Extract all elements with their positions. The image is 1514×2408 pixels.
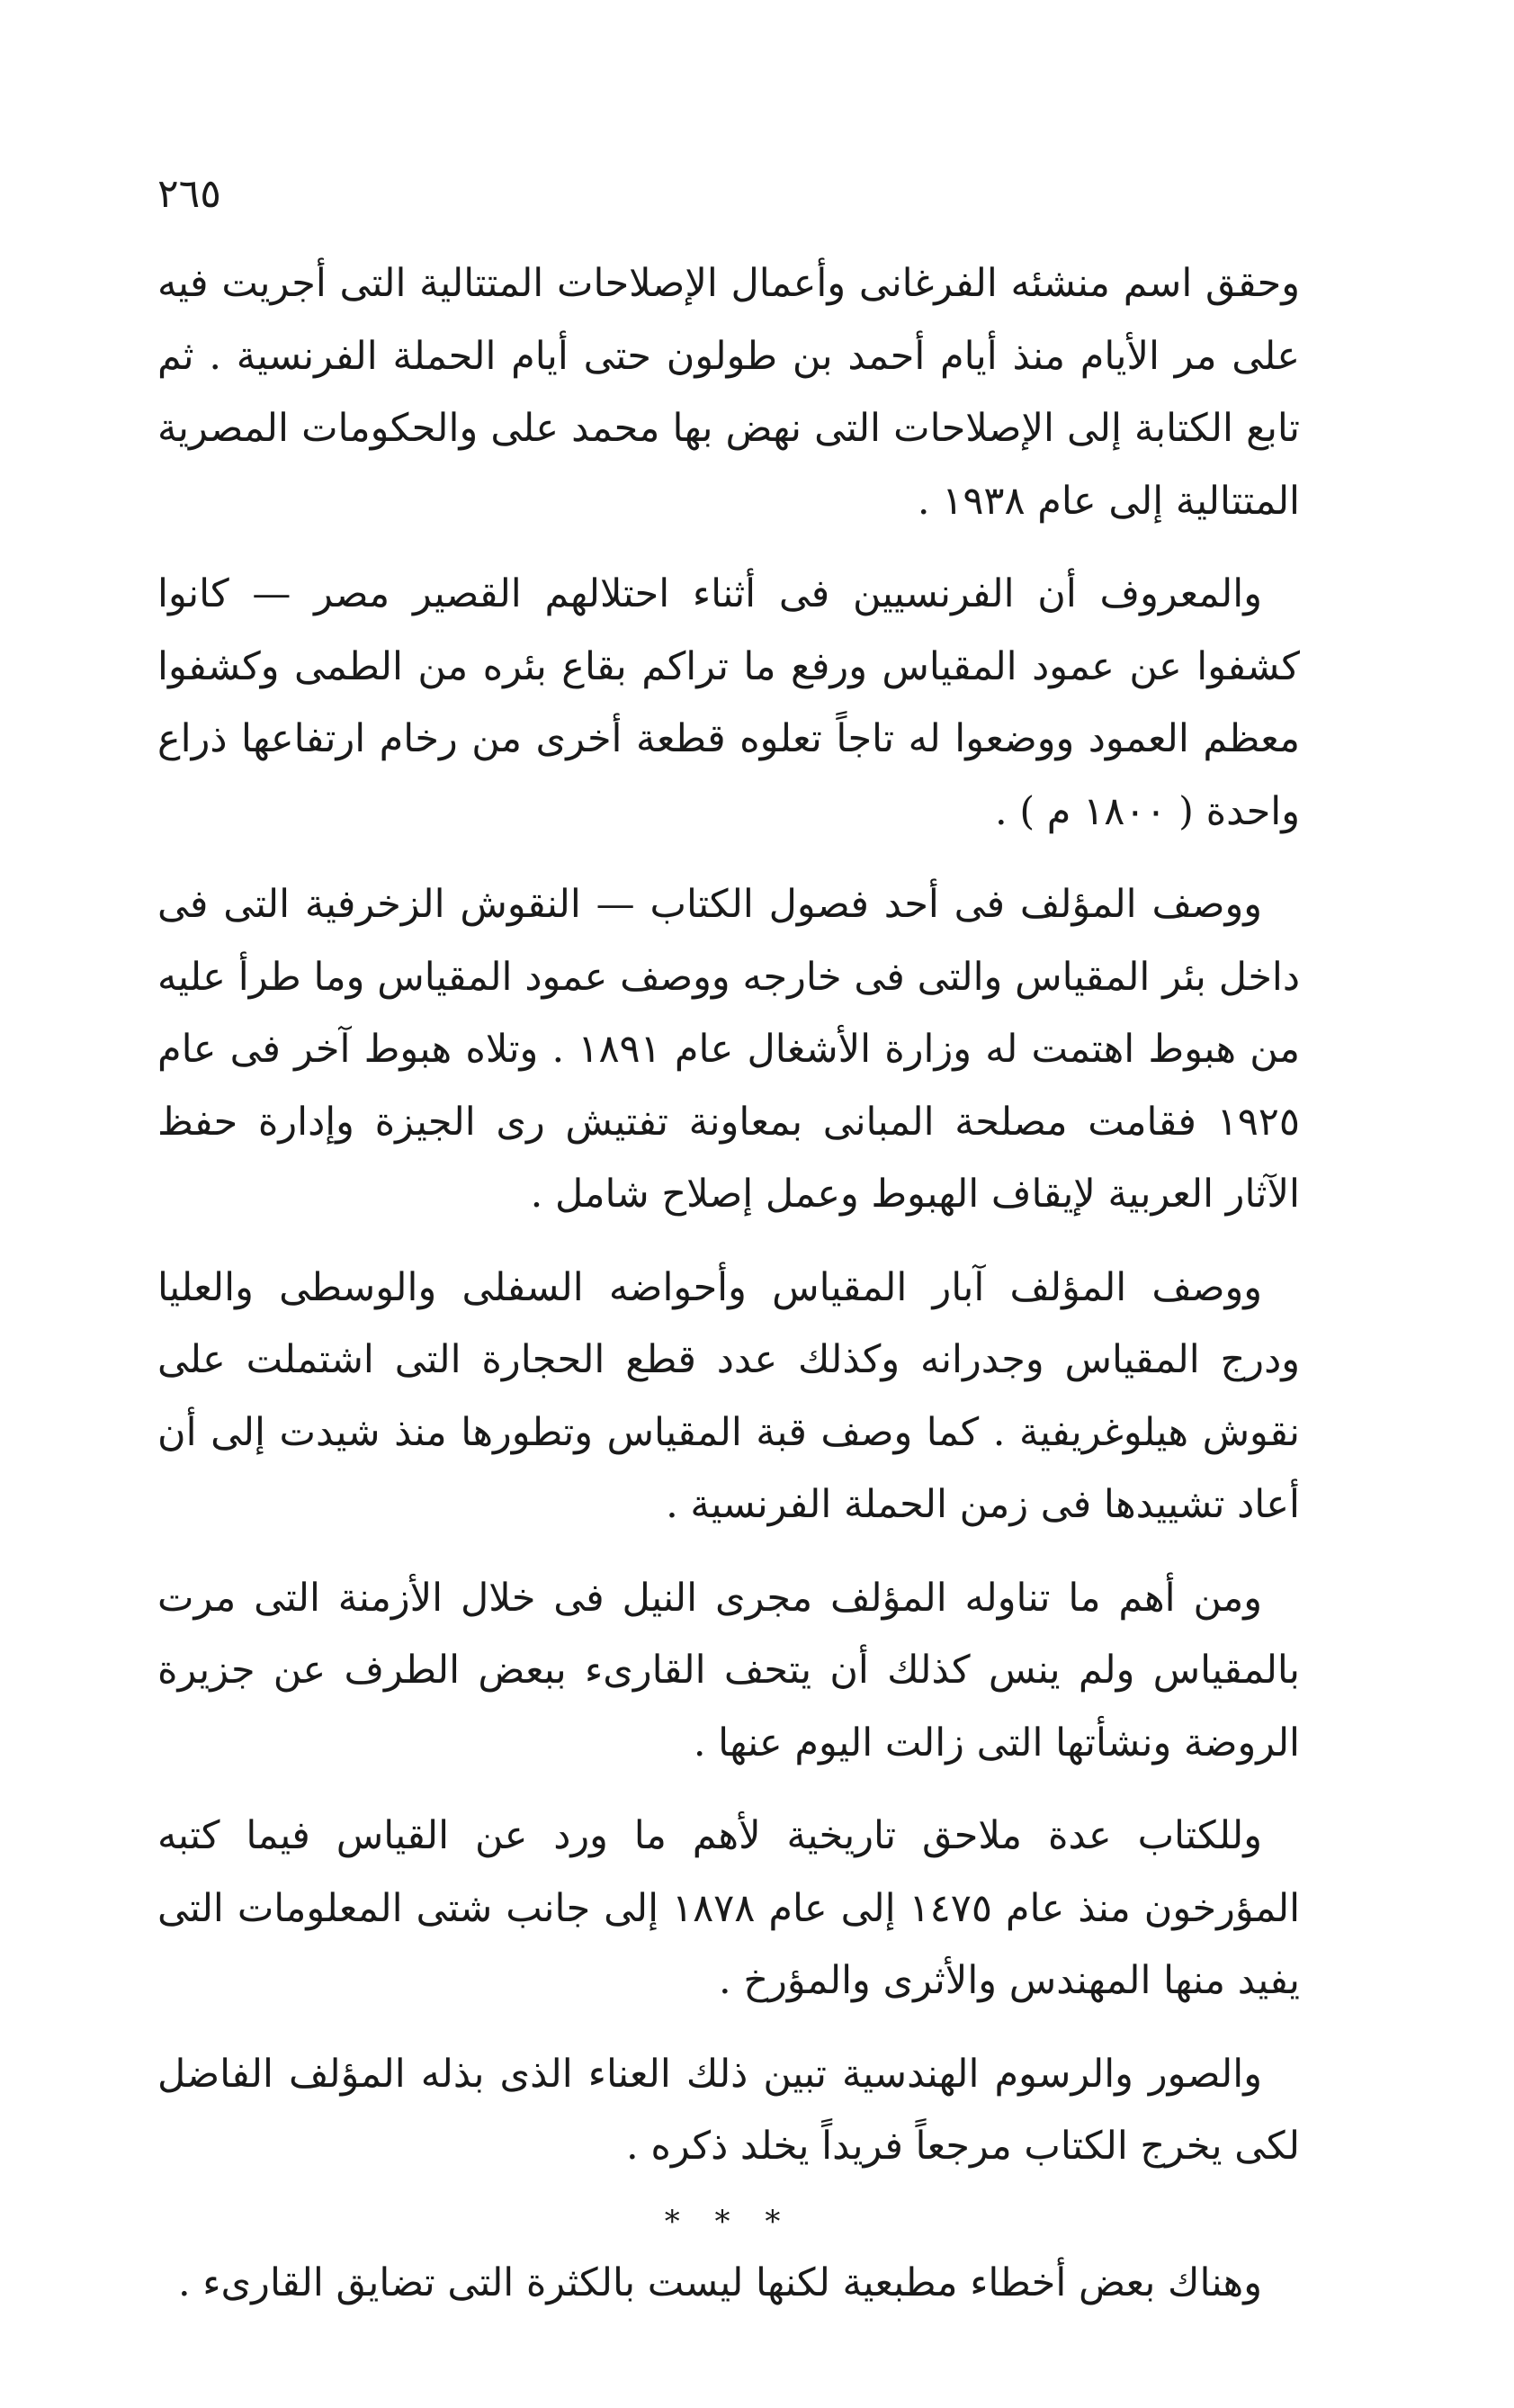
separator-star-right: * (664, 2203, 693, 2240)
paragraph-7: والصور والرسوم الهندسية تبين ذلك العناء الذى بذله المؤلف الفاضل لكى يخرج الكتاب مرجعاً فريداً يخلد ذكره . (157, 2051, 1300, 2169)
page-number: ٢٦٥ (157, 171, 221, 217)
paragraph-5: ومن أهم ما تناوله المؤلف مجرى النيل فى خلال الأزمنة التى مرت بالمقياس ولم ينس كذلك أن يتحف القارىء ببعض الطرف عن جزيرة الروضة ونشأتها التى زالت اليوم عنها . (157, 1575, 1300, 1766)
paragraph-6: وللكتاب عدة ملاحق تاريخية لأهم ما ورد عن القياس فيما كتبه المؤرخون منذ عام ١٤٧٥ إلى عام ١٨٧٨ إلى جانب شتى المعلومات التى يفيد منها المهندس والأثرى والمؤرخ . (157, 1813, 1301, 2003)
paragraph-3: ووصف المؤلف فى أحد فصول الكتاب — النقوش الزخرفية التى فى داخل بئر المقياس والتى فى خارجه ووصف عمود المقياس وما طرأ عليه من هبوط اهتمت له وزارة الأشغال عام ١٨٩١ . وتلاه هبوط آخر فى عام ١٩٢٥ فقامت مصلحة المبانى بمعاونة تفتيش رى الجيزة وإدارة حفظ الآثار العربية لإيقاف الهبوط وعمل إصلاح شامل . (157, 882, 1301, 1217)
separator-star-left: * (714, 2203, 743, 2240)
section-separator (157, 2204, 1300, 2240)
body-text (157, 247, 1300, 2340)
separator-star-top: * (765, 2203, 793, 2240)
closing-line: وهناك بعض أخطاء مطبعية لكنها ليست بالكثرة التى تضايق القارىء . (177, 2260, 1262, 2305)
paragraph-1: وحقق اسم منشئه الفرغانى وأعمال الإصلاحات المتتالية التى أجريت فيه على مر الأيام منذ أيام أحمد بن طولون حتى أيام الحملة الفرنسية . ثم تابع الكتابة إلى الإصلاحات التى نهض بها محمد على والحكومات المصرية المتتالية إلى عام ١٩٣٨ . (157, 261, 1300, 524)
paragraph-4: ووصف المؤلف آبار المقياس وأحواضه السفلى والوسطى والعليا ودرج المقياس وجدرانه وكذلك عدد قطع الحجارة التى اشتملت على نقوش هيلوغريفية . كما وصف قبة المقياس وتطورها منذ شيدت إلى أن أعاد تشييدها فى زمن الحملة الفرنسية . (157, 1264, 1300, 1527)
paragraph-2: والمعروف أن الفرنسيين فى أثناء احتلالهم القصير مصر — كانوا كشفوا عن عمود المقياس ورفع ما تراكم بقاع بئره من الطمى وكشفوا معظم العمود ووضعوا له تاجاً تعلوه قطعة أخرى من رخام ارتفاعها ذراع واحدة ( ١٨٠٠ م ) . (157, 571, 1300, 834)
